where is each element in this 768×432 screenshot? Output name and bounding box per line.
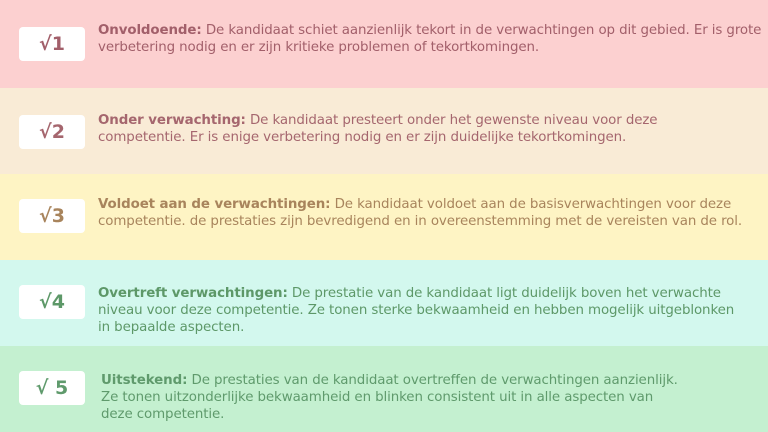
rating-body: De prestatie van de kandidaat ligt duidelijk boven het verwachte niveau voor deze competentie. Ze tonen sterke bekwaamheid en hebben mogelijk uitgeblonken in bepaalde aspecten.	[98, 286, 735, 335]
rating-row-3	[0, 174, 768, 260]
rating-body: De kandidaat voldoet aan de basisverwachtingen voor deze competentie. de prestaties zijn bevredigend en in overeenstemming met de vereisten van de rol.	[98, 197, 743, 229]
rating-badge: √4	[19, 285, 85, 319]
rating-row-4	[0, 260, 768, 346]
rating-description	[98, 196, 748, 230]
rating-body: De prestaties van de kandidaat overtreffen de verwachtingen aanzienlijk. Ze tonen uitzonderlijke bekwaamheid en blinken consistent uit in alle aspecten van deze competentie.	[101, 373, 678, 422]
rating-description	[98, 285, 738, 336]
rating-badge: √3	[19, 199, 85, 233]
rating-description	[98, 22, 763, 56]
rating-body: De kandidaat presteert onder het gewenste niveau voor deze competentie. Er is enige verbetering nodig en er zijn duidelijke tekortkomingen.	[98, 113, 658, 145]
rating-title: Voldoet aan de verwachtingen:	[98, 197, 331, 212]
rating-badge: √2	[19, 115, 85, 149]
rating-title: Onvoldoende:	[98, 23, 202, 38]
rating-badge: √ 5	[19, 371, 85, 405]
rating-badge: √1	[19, 27, 85, 61]
rating-body: De kandidaat schiet aanzienlijk tekort in de verwachtingen op dit gebied. Er is grote verbetering nodig en er zijn kritieke problemen of tekortkomingen.	[98, 23, 762, 55]
rating-row-2	[0, 88, 768, 174]
rating-description	[98, 112, 728, 146]
rating-row-1	[0, 0, 768, 88]
rating-title: Uitstekend:	[101, 373, 188, 388]
rating-row-5	[0, 346, 768, 432]
rating-description	[101, 372, 681, 423]
rating-title: Overtreft verwachtingen:	[98, 286, 288, 301]
rating-title: Onder verwachting:	[98, 113, 246, 128]
